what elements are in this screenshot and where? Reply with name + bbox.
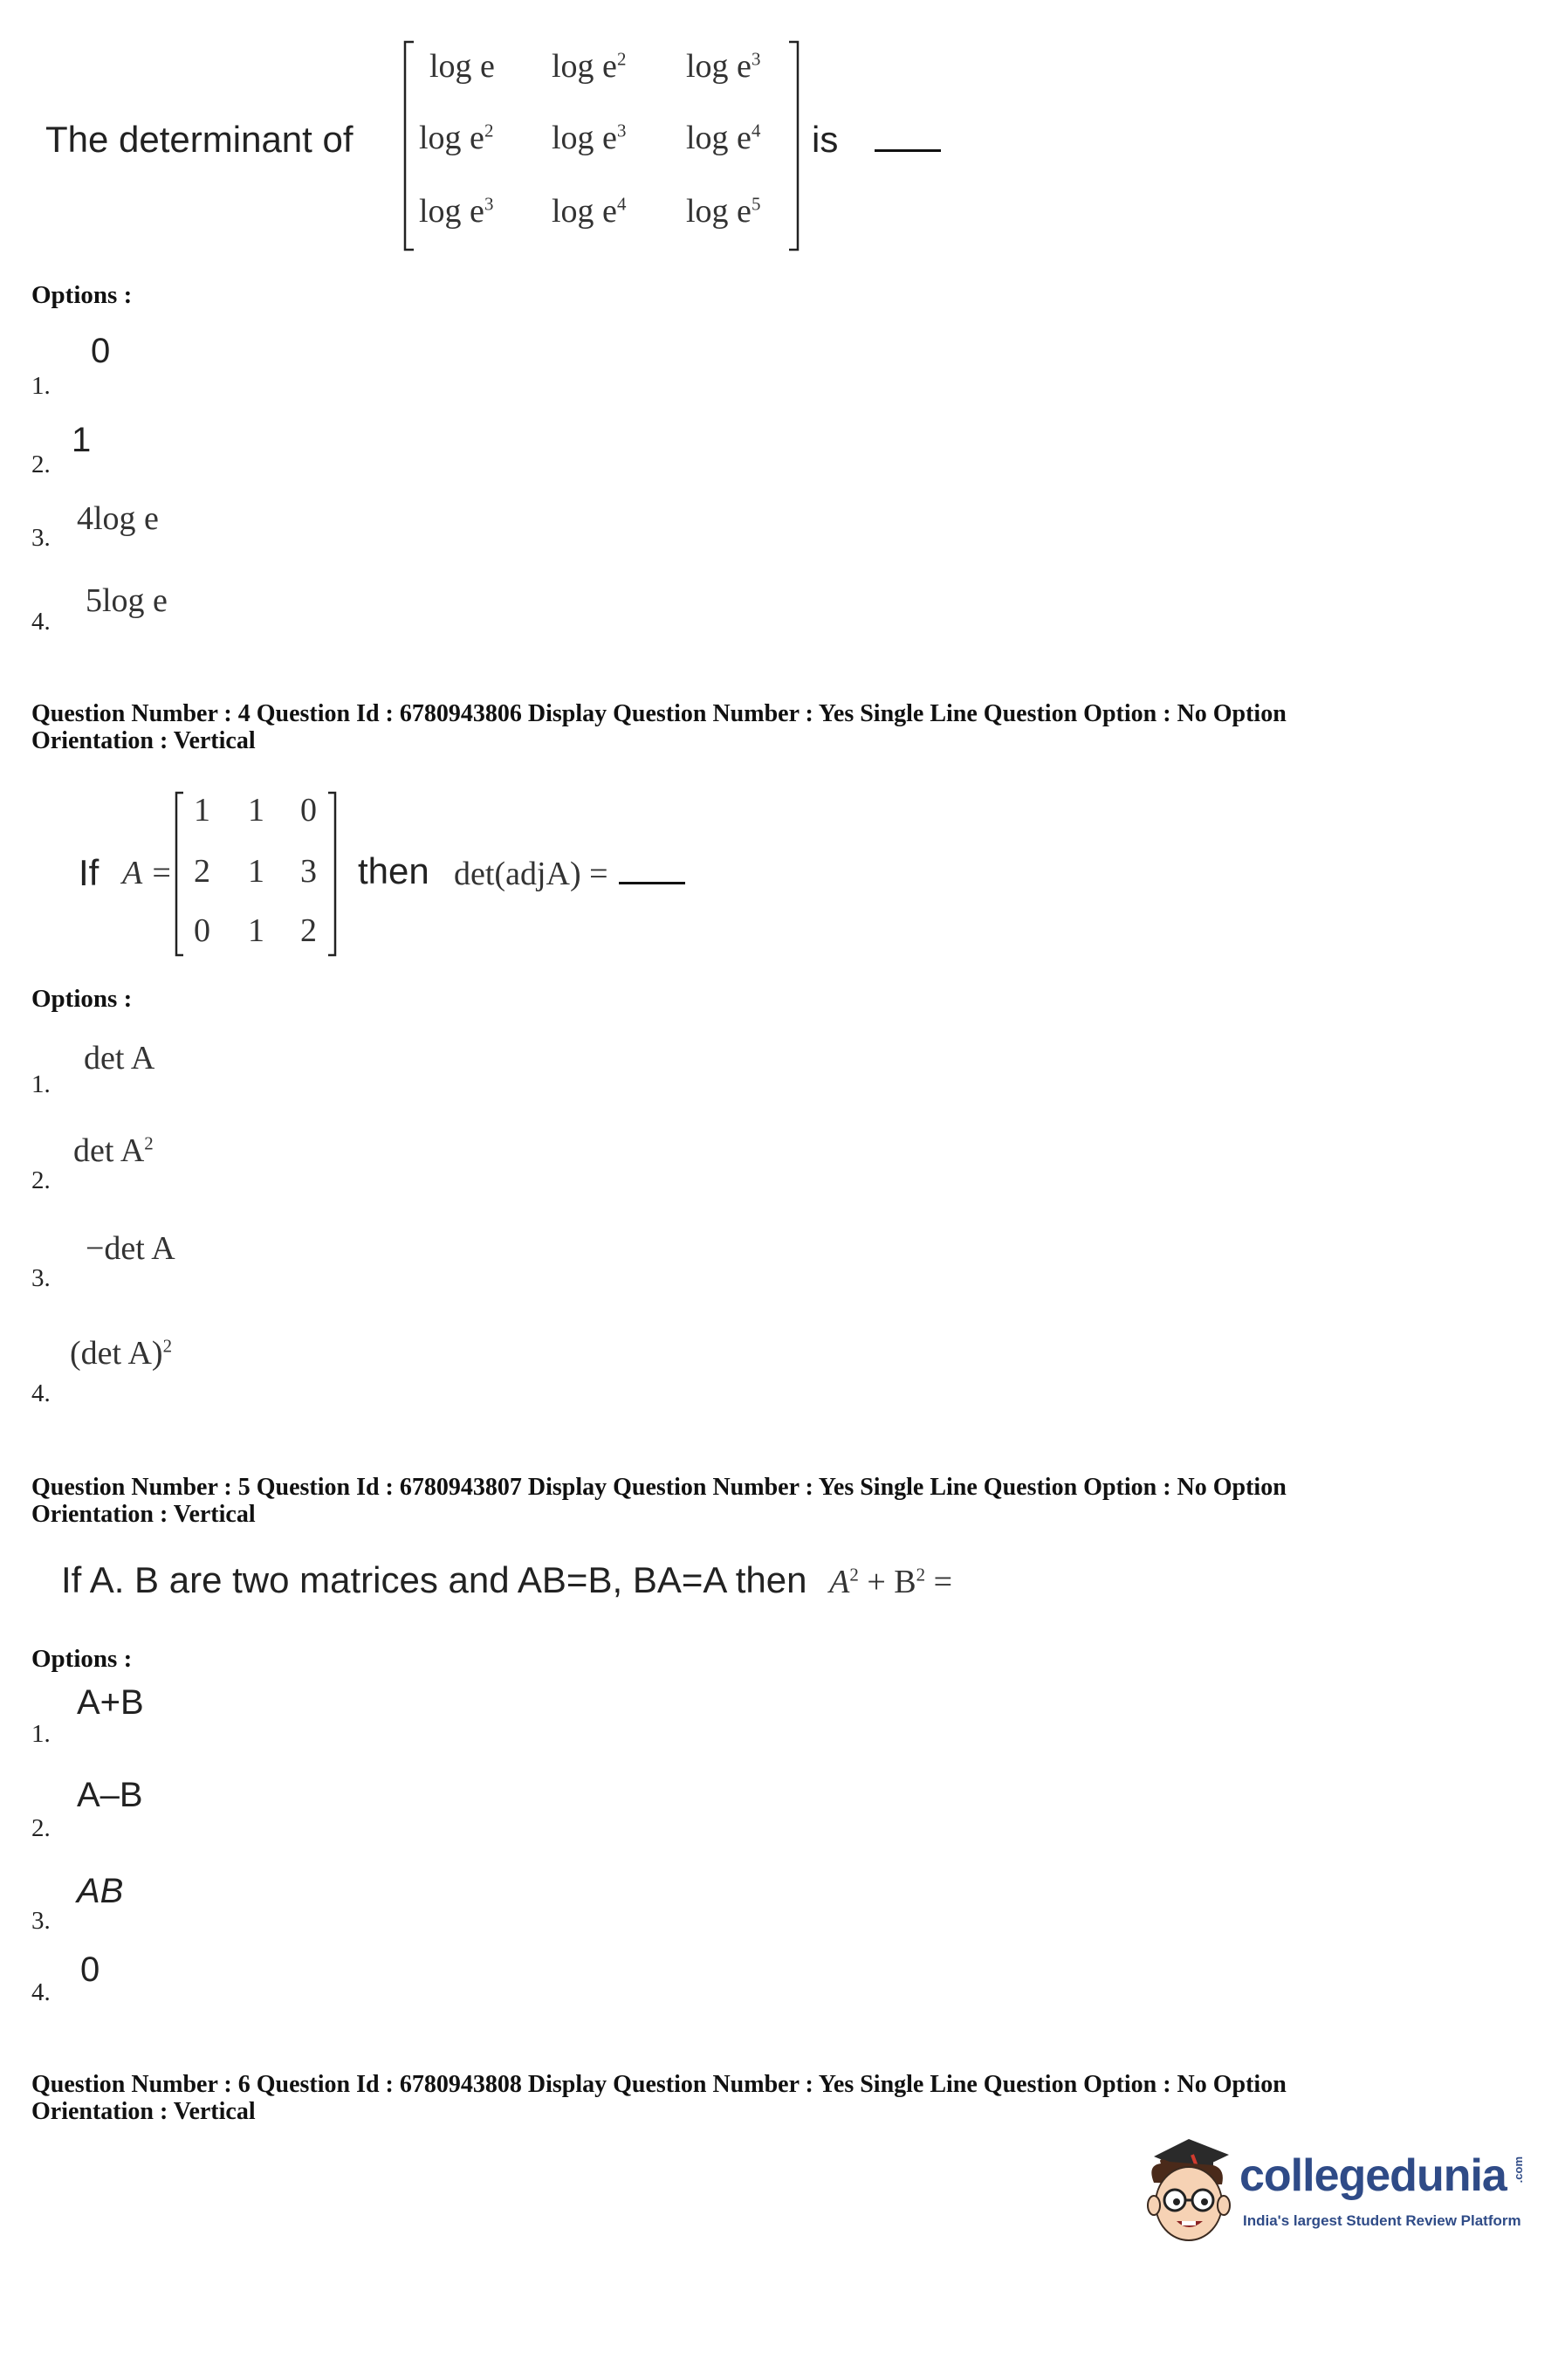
q5-option-2-text: A–B	[77, 1776, 143, 1814]
collegedunia-logo	[1135, 2130, 1536, 2253]
q4-option-3-text: −det A	[86, 1230, 175, 1267]
q4-option-2-num: 2.	[31, 1166, 51, 1194]
q3-option-1-num: 1.	[31, 372, 51, 400]
q3-option-1-text: 0	[91, 332, 111, 370]
q5-option-4-text: 0	[80, 1950, 100, 1989]
q3-m-r3c2: $\log e^4$	[552, 193, 627, 230]
q4-m-r2c1: 2	[194, 853, 210, 890]
q4-m-r3c2: 1	[248, 912, 264, 949]
q5-stem-text: If A. B are two matrices and AB=B, BA=A then	[61, 1559, 807, 1600]
q3-matrix	[402, 38, 801, 253]
q4-stem-then: then	[358, 850, 429, 891]
q3-option-3-num: 3.	[31, 524, 51, 552]
q4-m-r1c3: 0	[300, 792, 317, 829]
q5-option-2-num: 2.	[31, 1814, 51, 1842]
q5-meta	[31, 1474, 1515, 1528]
q5-option-3-text: AB	[77, 1872, 124, 1910]
q5-options-label: Options :	[31, 1645, 133, 1673]
answer-blank	[875, 120, 941, 152]
q5-option-4-num: 4.	[31, 1978, 51, 2006]
q5-stem	[61, 1559, 952, 1601]
q4-m-r2c3: 3	[300, 853, 317, 890]
q4-stem-if: If	[79, 852, 100, 893]
q3-m-r2c2: $\log e^3$	[552, 120, 627, 156]
mascot-icon	[1135, 2130, 1239, 2253]
q5-meta-line1: Question Number : 5 Question Id : 6780943807 Display Question Number : Yes Single Line Question Option : No Option	[31, 1474, 1287, 1501]
q4-option-1-num: 1.	[31, 1070, 51, 1098]
q3-stem-prefix: The determinant of	[45, 119, 353, 160]
q4-m-r1c2: 1	[248, 792, 264, 829]
q4-meta-line2: Orientation : Vertical	[31, 727, 256, 754]
q3-m-r1c1: log e	[429, 48, 495, 85]
q4-matrix	[171, 789, 342, 959]
q3-m-r2c1: $\log e^2$	[419, 120, 494, 156]
q4-m-r3c3: 2	[300, 912, 317, 949]
q3-stem-suffix: is	[812, 119, 941, 161]
q5-option-1-num: 1.	[31, 1720, 51, 1748]
q4-stem-a: A =	[122, 855, 173, 891]
q4-m-r2c2: 1	[248, 853, 264, 890]
q6-meta-line2: Orientation : Vertical	[31, 2098, 256, 2125]
q6-meta	[31, 2071, 1515, 2125]
q3-m-r2c3: $\log e^4$	[686, 120, 761, 156]
logo-tagline: India's largest Student Review Platform	[1243, 2212, 1521, 2229]
q4-option-4-text: (det A)$^2$	[70, 1335, 173, 1372]
q5-option-1-text: A+B	[77, 1683, 144, 1722]
logo-wordmark: collegedunia	[1239, 2150, 1507, 2201]
q4-meta-line1: Question Number : 4 Question Id : 6780943806 Display Question Number : Yes Single Line Question Option : No Option	[31, 700, 1287, 727]
q3-option-4-text: 5log e	[86, 582, 168, 619]
q3-m-r3c1: $\log e^3$	[419, 193, 494, 230]
answer-blank	[619, 852, 685, 884]
q3-option-3-text: 4log e	[77, 500, 159, 537]
q6-meta-line1: Question Number : 6 Question Id : 6780943808 Display Question Number : Yes Single Line Question Option : No Option	[31, 2071, 1287, 2098]
q4-option-2-text: $\det A^2$	[73, 1132, 154, 1169]
q4-option-3-num: 3.	[31, 1264, 51, 1292]
q4-m-r1c1: 1	[194, 792, 210, 829]
q3-option-2-num: 2.	[31, 451, 51, 478]
q5-option-3-num: 3.	[31, 1907, 51, 1935]
q4-m-r3c1: 0	[194, 912, 210, 949]
q3-options-label: Options :	[31, 281, 133, 309]
q3-m-r3c3: $\log e^5$	[686, 193, 761, 230]
q4-option-4-num: 4.	[31, 1379, 51, 1407]
q3-option-4-num: 4.	[31, 608, 51, 636]
q4-stem-expr-text: det(adjA) =	[454, 856, 608, 892]
q4-option-1-text: det A	[84, 1040, 155, 1077]
q4-options-label: Options :	[31, 985, 133, 1013]
logo-tld: .com	[1512, 2156, 1525, 2184]
q3-m-r1c3: $\log e^3$	[686, 48, 761, 85]
q3-m-r1c2: $\log e^2$	[552, 48, 627, 85]
q5-meta-line2: Orientation : Vertical	[31, 1501, 256, 1528]
q4-meta	[31, 700, 1515, 754]
q3-option-2-text: 1	[72, 421, 92, 459]
q5-stem-expr: $A^2 + B^2$ =	[829, 1564, 952, 1600]
q4-stem-expr	[454, 852, 685, 893]
